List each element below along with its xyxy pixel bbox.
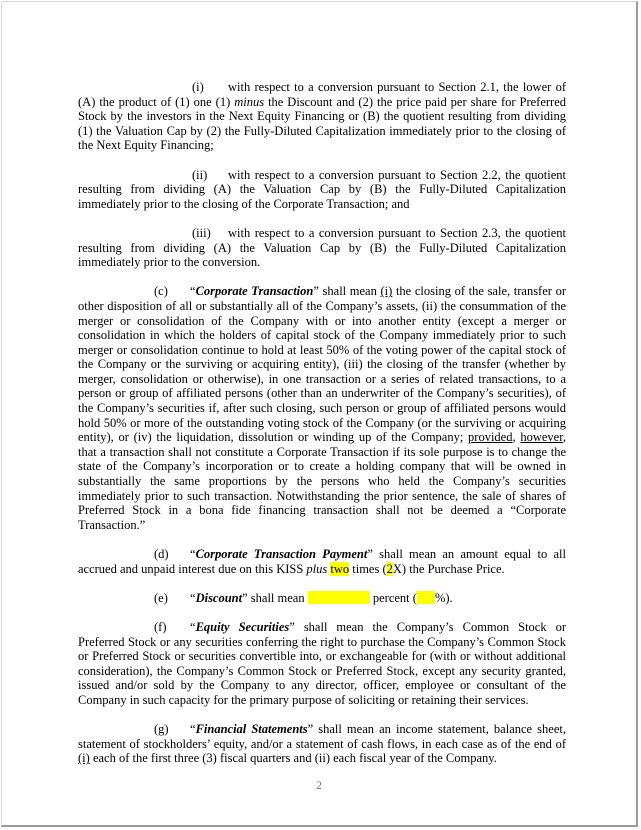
document-body [78,80,566,781]
discount-blank-field[interactable] [308,591,370,604]
definition-text: shall mean an amount equal to all accrued and unpaid interest due on this KISS [78,547,567,576]
definition-text: the closing of the sale, transfer or other disposition of all or substantially all of the Company’s assets, (ii) the consummation of the merger or consolidation of the Company with or into another entity (except a merger or consolidation in which the holders of capital stock of the Company immediately prior to such merger or consolidation continue to hold at least 50% of the voting power of the capital stock of the Company or the surviving or acquiring entity), (iii) the closing of the transfer (whether by merger, consolidation or otherwise), in one transaction or a series of related transactions, to a person or group of affiliated persons (other than an underwriter of the Company’s securities), of the Company’s securities if, after such closing, such person or group of affiliated persons would hold 50% or more of the outstanding voting stock of the Company (or the surviving or acquiring entity), or (iv) the liquidation, dissolution or winding up of the Company; [78,284,566,445]
clause-text: with respect to a conversion pursuant to Section 2.1, the lower of (A) the product of (1) one (1) [78,80,566,109]
clause-number: (ii) [192,167,208,182]
clause-text: with respect to a conversion pursuant to Section 2.2, the quotient resulting from dividing (A) the Valuation Cap by (B) the Fully-Diluted Capitalization immediately prior to the closing of the Corporate Transaction; and [78,167,566,211]
clause-text: the Discount and (2) the price paid per share for Preferred Stock by the investors in the Next Equity Financing or (B) the quotient resulting from dividing (1) the Valuation Cap by (2) the Fully-Diluted Capitalization immediately prior to the closing of the Next Equity Financing; [78,94,566,153]
open-quote: “ [190,590,196,605]
clause-text: with respect to a conversion pursuant to Section 2.3, the quotient resulting from dividing (A) the Valuation Cap by (B) the Fully-Diluted Capitalization immediately prior to the conversion. [78,225,566,270]
highlighted-two: two [330,561,350,576]
close-quote: ” [307,722,314,737]
definition-text: times ( [349,561,387,576]
close-quote: ” [242,590,248,605]
definition-number: (d) [154,547,169,561]
provided-underlined: provided [468,430,513,445]
open-quote: “ [190,284,196,299]
clause-number: (iii) [192,225,211,240]
definition-number: (g) [154,722,169,737]
close-quote: ” [367,547,373,561]
open-quote: “ [190,619,196,634]
underlined-numeral: (i) [78,751,90,766]
defined-term: Corporate Transaction [195,284,314,299]
open-quote: “ [190,547,196,561]
clause-ii [78,168,566,212]
defined-term: Discount [195,590,243,605]
close-quote: ” [289,619,295,634]
definition-number: (f) [154,619,167,634]
definition-text: percent ( [369,590,417,605]
definition-text: shall mean an income statement, balance sheet, statement of stockholders’ equity, and/or a statement of cash flows, in each case as of the end of [78,722,566,751]
definition-text: shall mean [318,284,381,299]
clause-iii [78,226,566,270]
open-quote: “ [190,722,196,737]
discount-percent-blank-field[interactable] [417,591,435,604]
minus-italic: minus [234,94,265,109]
defined-term: Corporate Transaction Payment [195,547,368,561]
clause-number: (i) [192,80,204,94]
definition-corporate-transaction-payment [78,547,566,576]
underlined-numeral: (i) [380,284,393,299]
clause-i [78,80,566,153]
definition-discount [78,591,566,606]
defined-term: Financial Statements [195,722,308,737]
definition-text: , that a transaction shall not constitute a Corporate Transaction if its sole purpose is to change the state of the Company’s incorporation or to create a holding company that will be owned in substantially the same proportions by the persons who held the Company’s securities immediately prior to such transaction. Notwithstanding the prior sentence, the sale of shares of Preferred Stock in a bona fide financing transaction shall not be deemed a “Corporate Transaction.” [78,430,567,532]
page-number: 2 [316,778,322,792]
however-underlined: however [520,430,563,445]
highlighted-multiplier: 2 [386,561,393,576]
plus-italic: plus [306,561,328,576]
definition-number: (e) [154,590,168,605]
definition-text: X) the Purchase Price. [392,561,505,576]
definition-text: shall mean the Company’s Common Stock or Preferred Stock or any securities conferring the right to purchase the Company’s Common Stock or Preferred Stock or securities convertible into, or exchangeable for (with or without additional consideration), the Company’s Common Stock or Preferred Stock, except any security granted, issued and/or sold by the Company to any director, officer, employee or consultant of the Company in such capacity for the primary purpose of soliciting or retaining their services. [78,619,566,707]
definition-number: (c) [154,284,168,299]
document-page [1,1,638,827]
close-quote: ” [313,284,319,299]
definition-equity-securities [78,620,566,708]
definition-financial-statements [78,722,566,766]
definition-text: , [512,430,521,445]
definition-text: each of the first three (3) fiscal quarters and (ii) each fiscal year of the Company. [89,751,497,766]
definition-text: %). [434,590,453,605]
definition-text: shall mean [247,590,308,605]
definition-corporate-transaction [78,284,566,532]
defined-term: Equity Securities [195,619,290,634]
